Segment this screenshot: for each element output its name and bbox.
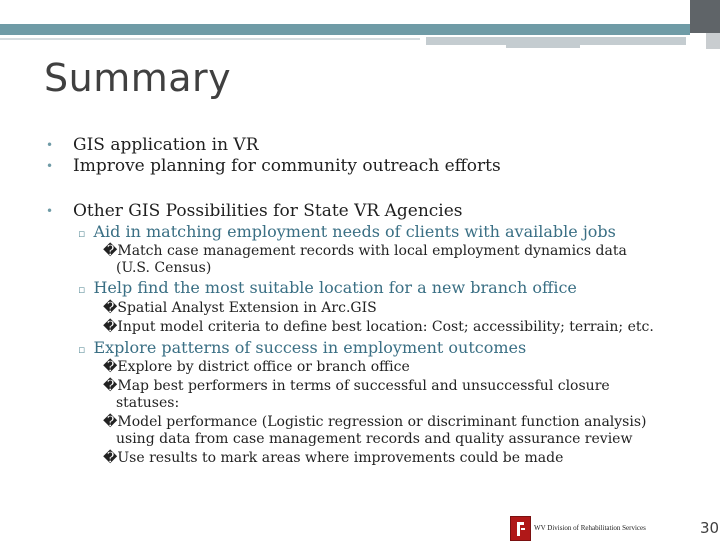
- bullet-marker: •: [46, 138, 54, 152]
- page-number: 30: [700, 519, 720, 537]
- sub-bullet-marker: ▫: [78, 227, 86, 240]
- sub-bullet-matching-jobs: ▫ Aid in matching employment needs of clients with available jobs: [78, 222, 616, 241]
- detail-item-continued: (U.S. Census): [116, 260, 212, 276]
- logo-figure-icon: [514, 520, 527, 538]
- wvdrs-logo: [510, 516, 531, 541]
- detail-item-continued: using data from case management records and quality assurance review: [116, 431, 633, 447]
- detail-item: �Explore by district office or branch office: [103, 359, 410, 375]
- detail-item-continued: statuses:: [116, 395, 180, 411]
- bullet-other-possibilities: • Other GIS Possibilities for State VR Agencies: [46, 201, 463, 221]
- bullet-marker: •: [46, 159, 54, 173]
- bullet-improve-planning: • Improve planning for community outreach efforts: [46, 156, 501, 176]
- sub-bullet-marker: ▫: [78, 283, 86, 296]
- bullet-gis-application: • GIS application in VR: [46, 135, 259, 155]
- sub-bullet-success-patterns: ▫ Explore patterns of success in employment outcomes: [78, 338, 527, 357]
- detail-item: �Model performance (Logistic regression or discriminant function analysis): [103, 414, 647, 430]
- detail-item: �Use results to mark areas where improvements could be made: [103, 450, 564, 466]
- sub-bullet-marker: ▫: [78, 343, 86, 356]
- detail-item: �Spatial Analyst Extension in Arc.GIS: [103, 300, 377, 316]
- detail-item: �Map best performers in terms of successful and unsuccessful closure: [103, 378, 610, 394]
- detail-item: �Match case management records with local employment dynamics data: [103, 243, 627, 259]
- bullet-marker: •: [46, 204, 54, 218]
- detail-item: �Input model criteria to define best location: Cost; accessibility; terrain; etc.: [103, 319, 654, 335]
- sub-bullet-branch-location: ▫ Help find the most suitable location for a new branch office: [78, 278, 577, 297]
- slide-title: Summary: [44, 56, 232, 100]
- footer-organization: WV Division of Rehabilitation Services: [534, 524, 646, 532]
